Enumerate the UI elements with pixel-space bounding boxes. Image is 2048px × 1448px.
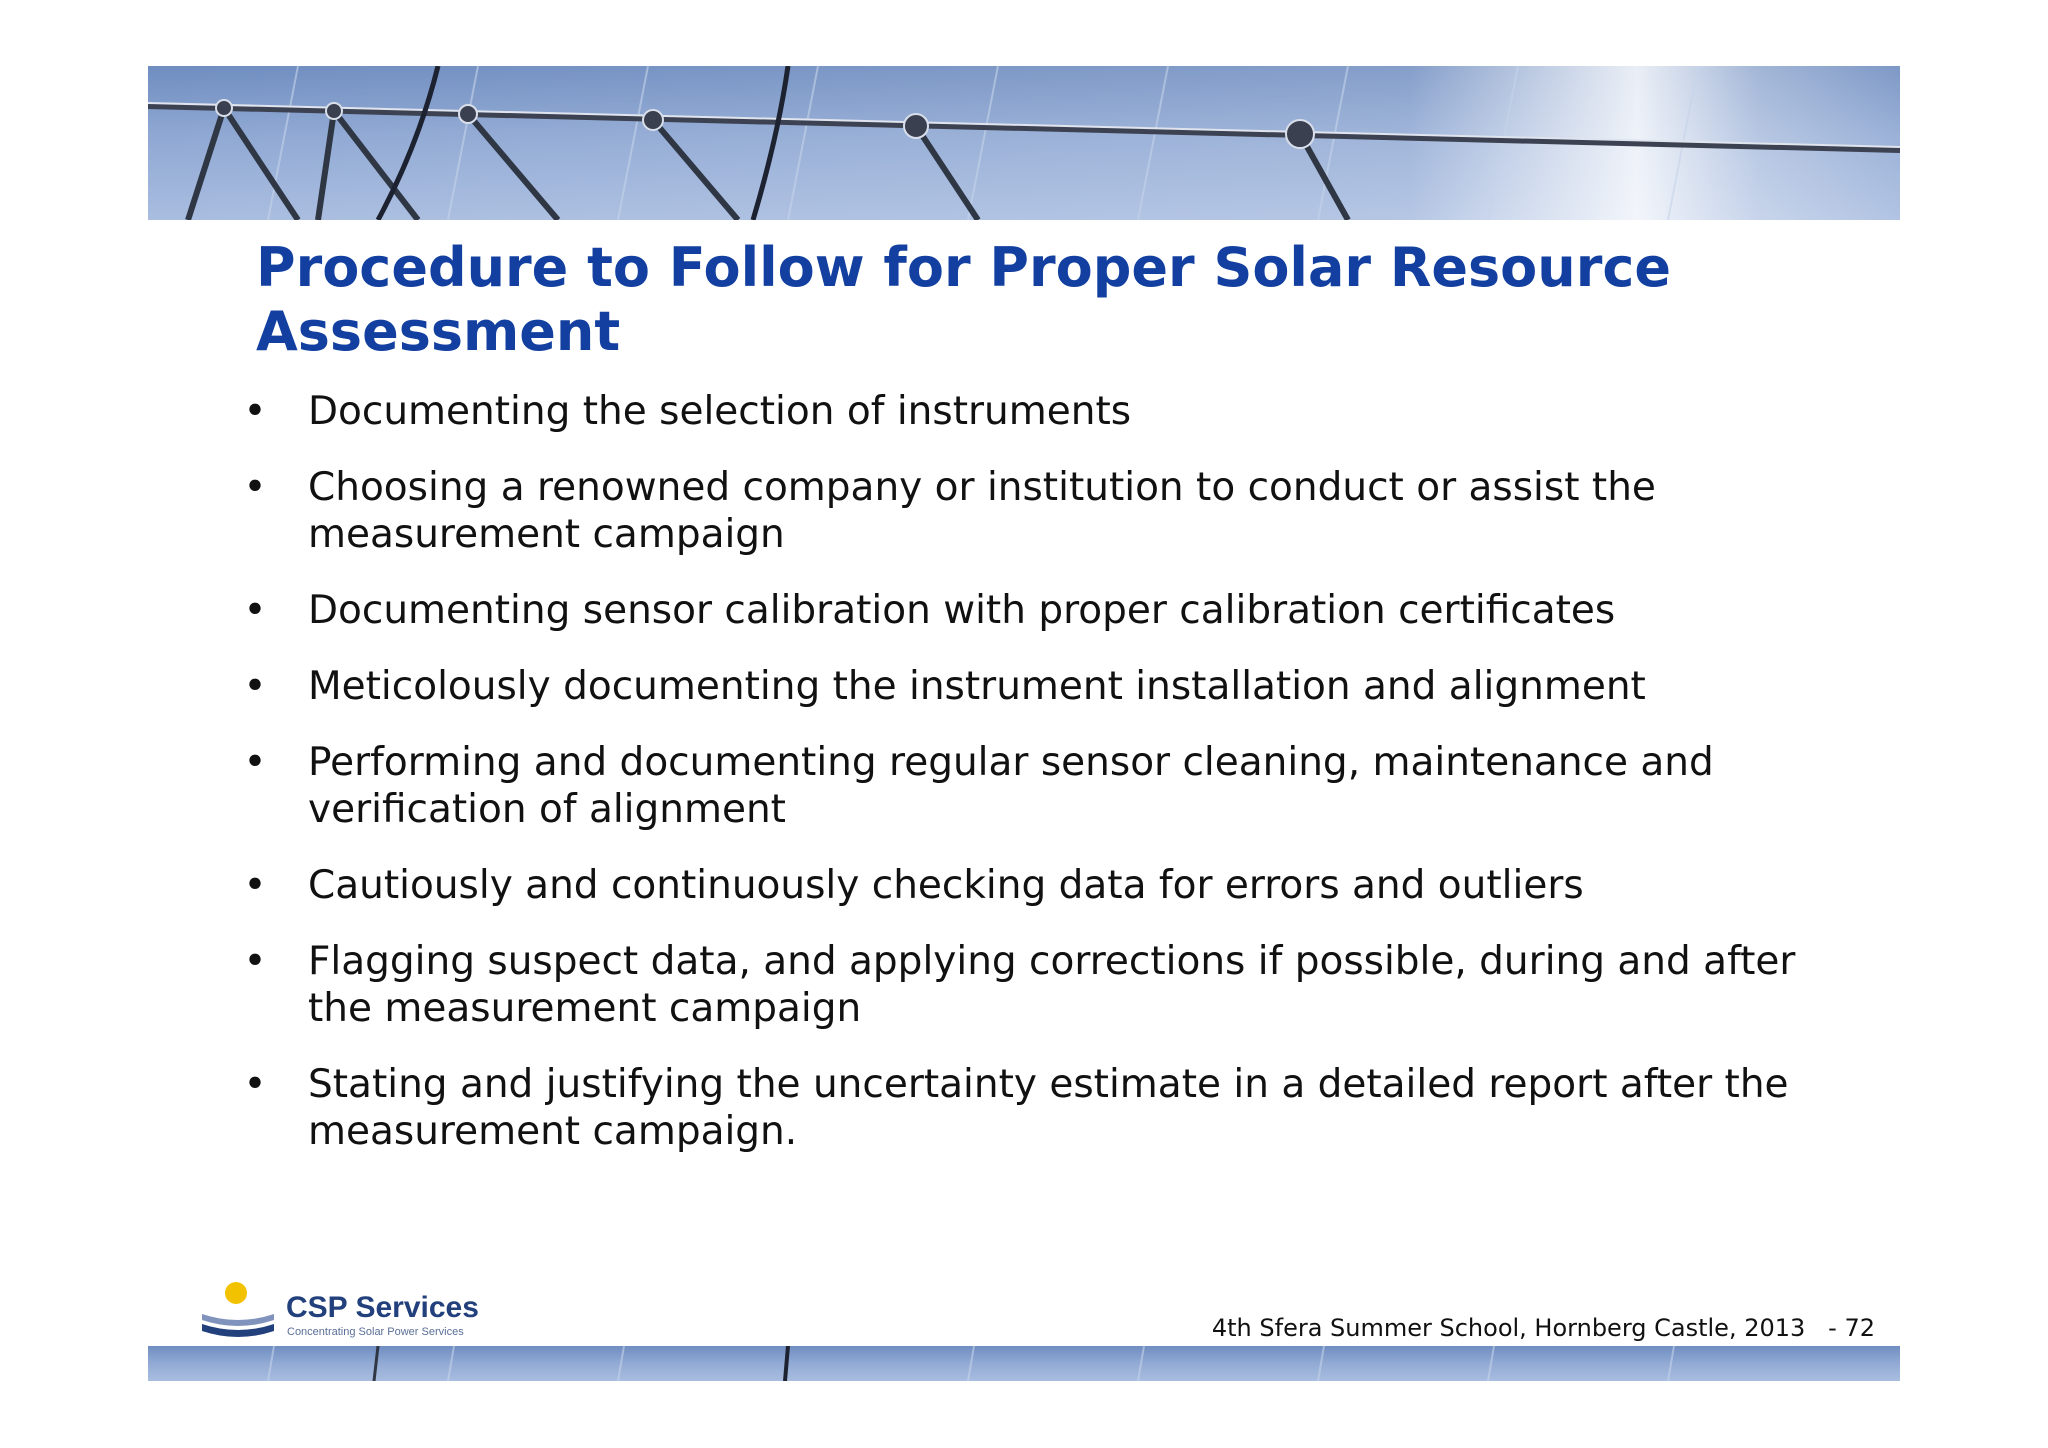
- bullet-text: Documenting sensor calibration with proper calibration certificates: [308, 588, 1616, 633]
- sun-trough-icon: [198, 1278, 278, 1342]
- header-banner-image: [148, 66, 1900, 220]
- bullet-marker: •: [243, 465, 267, 510]
- list-item: [236, 739, 1836, 833]
- bullet-text: Choosing a renowned company or institution to conduct or assist the measurement campaign: [308, 465, 1656, 557]
- list-item: [236, 587, 1836, 634]
- footer-event-and-page: 4th Sfera Summer School, Hornberg Castle, 2013 - 72: [1211, 1314, 1875, 1342]
- list-item: [236, 1061, 1836, 1155]
- bullet-marker: •: [243, 1062, 267, 1107]
- footer-banner-image: [148, 1346, 1900, 1381]
- slide-title: Procedure to Follow for Proper Solar Resource Assessment: [256, 236, 1671, 363]
- list-item: [236, 938, 1836, 1032]
- bullet-marker: •: [243, 939, 267, 984]
- solar-mirror-strip: [148, 1346, 1900, 1381]
- bullet-text: Cautiously and continuously checking data for errors and outliers: [308, 863, 1584, 908]
- bullet-marker: •: [243, 389, 267, 434]
- bullet-marker: •: [243, 863, 267, 908]
- list-item: [236, 464, 1836, 558]
- bullet-text: Flagging suspect data, and applying corrections if possible, during and after the measurement campaign: [308, 939, 1796, 1031]
- bullet-text: Meticolously documenting the instrument installation and alignment: [308, 664, 1646, 709]
- bullet-marker: •: [243, 740, 267, 785]
- list-item: [236, 388, 1836, 435]
- list-item: [236, 663, 1836, 710]
- bullet-marker: •: [243, 588, 267, 633]
- bullet-list: [236, 388, 1836, 1184]
- logo-wordmark: CSP Services: [286, 1291, 479, 1324]
- bullet-text: Documenting the selection of instruments: [308, 389, 1132, 434]
- bullet-text: Performing and documenting regular sensor cleaning, maintenance and verification of alignment: [308, 740, 1714, 832]
- solar-trough-illustration: [148, 66, 1900, 220]
- csp-services-logo: [198, 1278, 498, 1342]
- list-item: [236, 862, 1836, 909]
- logo-tagline: Concentrating Solar Power Services: [287, 1326, 464, 1338]
- bullet-marker: •: [243, 664, 267, 709]
- bullet-text: Stating and justifying the uncertainty estimate in a detailed report after the measurement campaign.: [308, 1062, 1789, 1154]
